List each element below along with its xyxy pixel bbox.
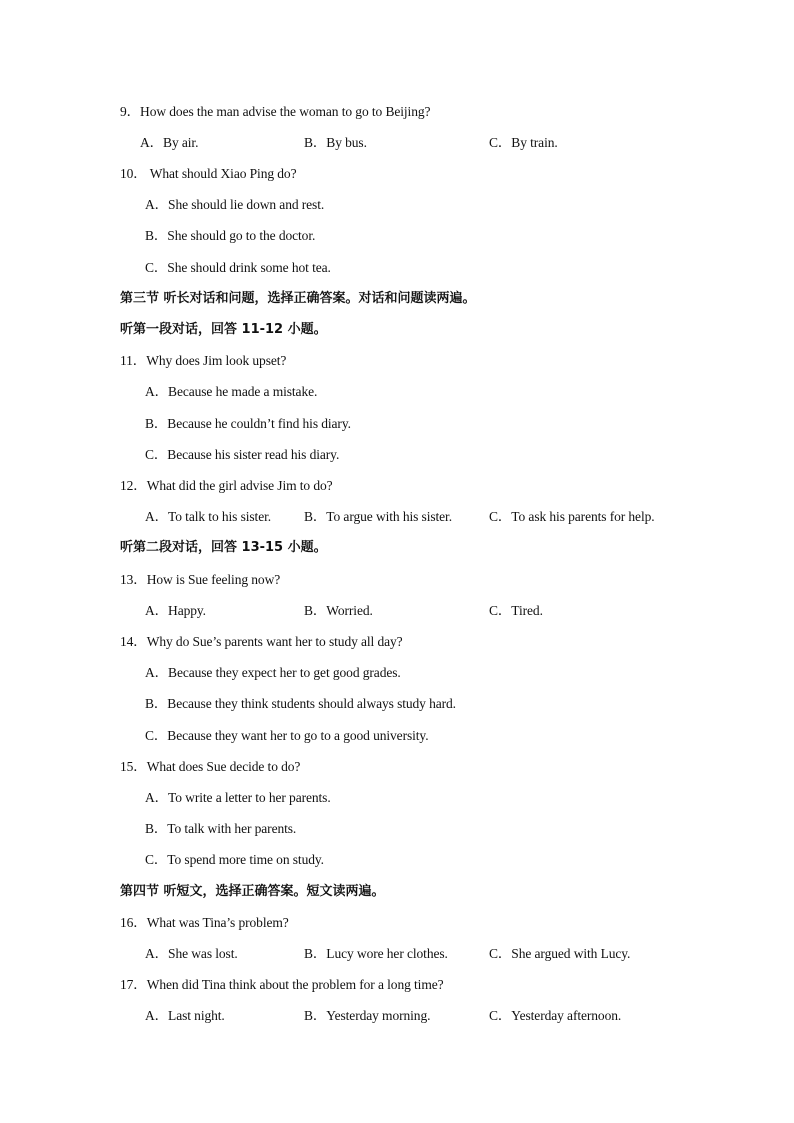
q13-option-a: A．Happy. [145,603,206,618]
q15-option-a: A．To write a letter to her parents. [145,790,331,805]
q13-option-b: B．Worried. [304,603,373,618]
q9-option-b: B．By bus. [304,135,367,150]
q11-option-c: C．Because his sister read his diary. [145,447,340,462]
q9-option-c: C．By train. [489,135,558,150]
question-17: 17．When did Tina think about the problem for a long time? [120,977,444,992]
section-4-heading: 第四节 听短文，选择正确答案。短文读两遍。 [120,884,385,899]
dialog-2-heading: 听第二段对话，回答 13-15 小题。 [120,540,327,555]
q11-option-b: B．Because he couldn’t find his diary. [145,416,351,431]
q12-option-b: B．To argue with his sister. [304,509,452,524]
q14-option-a: A．Because they expect her to get good grades. [145,665,401,680]
q17-option-b: B．Yesterday morning. [304,1008,431,1023]
q10-option-c: C．She should drink some hot tea. [145,260,331,275]
q10-option-b: B．She should go to the doctor. [145,228,316,243]
question-14: 14．Why do Sue’s parents want her to study all day? [120,634,403,649]
q17-option-c: C．Yesterday afternoon. [489,1008,622,1023]
dialog-1-heading: 听第一段对话，回答 11-12 小题。 [120,322,327,337]
q16-option-b: B．Lucy wore her clothes. [304,946,448,961]
q12-option-c: C．To ask his parents for help. [489,509,655,524]
q16-option-a: A．She was lost. [145,946,238,961]
question-16: 16．What was Tina’s problem? [120,915,289,930]
q14-option-b: B．Because they think students should always study hard. [145,696,456,711]
q12-option-a: A．To talk to his sister. [145,509,272,524]
q15-option-c: C．To spend more time on study. [145,852,324,867]
question-12: 12．What did the girl advise Jim to do? [120,478,333,493]
question-15: 15．What does Sue decide to do? [120,759,301,774]
q16-option-c: C．She argued with Lucy. [489,946,631,961]
q17-option-a: A．Last night. [145,1008,225,1023]
question-9: 9．How does the man advise the woman to go to Beijing? [120,104,431,119]
q10-option-a: A．She should lie down and rest. [145,197,325,212]
q11-option-a: A．Because he made a mistake. [145,384,318,399]
question-13: 13．How is Sue feeling now? [120,572,281,587]
q13-option-c: C．Tired. [489,603,543,618]
q9-option-a: A．By air. [140,135,199,150]
q15-option-b: B．To talk with her parents. [145,821,297,836]
section-3-heading: 第三节 听长对话和问题，选择正确答案。对话和问题读两遍。 [120,291,476,306]
question-11: 11．Why does Jim look upset? [120,353,287,368]
question-10: 10． What should Xiao Ping do? [120,166,297,181]
q14-option-c: C．Because they want her to go to a good university. [145,728,429,743]
